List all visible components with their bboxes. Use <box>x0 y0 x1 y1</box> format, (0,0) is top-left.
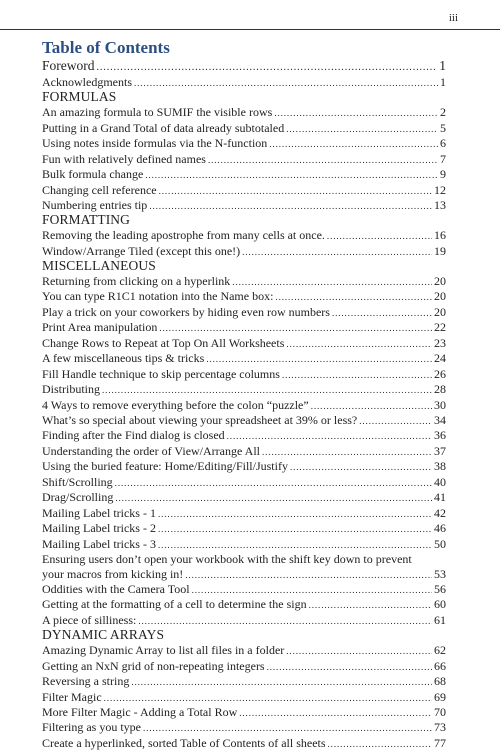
toc-entry[interactable] <box>42 105 446 120</box>
entry-page: 66 <box>434 658 446 673</box>
dot-leader <box>290 460 432 474</box>
entry-title: Using the buried feature: Home/Editing/Fill/Justify <box>42 459 288 474</box>
section-formatting <box>42 228 446 259</box>
page-number: iii <box>448 12 458 24</box>
entry-title: Mailing Label tricks - 2 <box>42 521 156 536</box>
dot-leader <box>282 368 432 382</box>
entry-title: Fill Handle technique to skip percentage columns <box>42 366 280 381</box>
entry-page: 38 <box>434 459 446 474</box>
dot-leader <box>149 199 432 213</box>
dot-leader <box>192 583 432 597</box>
section-miscellaneous <box>42 274 446 552</box>
toc-entry-foreword[interactable] <box>42 58 446 75</box>
entry-title: Getting an NxN grid of non-repeating integers <box>42 658 265 673</box>
entry-title: Getting at the formatting of a cell to determine the sign <box>42 597 307 612</box>
entry-title: your macros from kicking in! <box>42 566 184 581</box>
toc-entry[interactable] <box>42 121 446 136</box>
toc-entry[interactable] <box>42 459 446 474</box>
toc-entry[interactable] <box>42 444 446 459</box>
entry-title: A few miscellaneous tips & tricks <box>42 351 205 366</box>
toc-entry[interactable] <box>42 613 446 628</box>
entry-page: 30 <box>434 397 446 412</box>
toc-entry[interactable] <box>42 690 446 705</box>
entry-title: Change Rows to Repeat at Top On All Worksheets <box>42 335 285 350</box>
entry-page: 20 <box>434 273 446 288</box>
toc-entry[interactable] <box>42 274 446 289</box>
entry-page: 70 <box>434 704 446 719</box>
dot-leader <box>262 445 432 459</box>
dot-leader <box>206 352 432 366</box>
entry-page: 77 <box>434 735 446 750</box>
toc-entry[interactable] <box>42 537 446 552</box>
dot-leader <box>274 106 438 120</box>
entry-title: Returning from clicking on a hyperlink <box>42 273 231 288</box>
entry-page: 37 <box>434 443 446 458</box>
entry-page: 2 <box>440 105 446 120</box>
toc-entry[interactable] <box>42 336 446 351</box>
section-miscellaneous-continued <box>42 582 446 628</box>
toc-entry[interactable] <box>42 597 446 612</box>
entry-title: Play a trick on your coworkers by hiding even row numbers <box>42 304 330 319</box>
dot-leader <box>143 721 432 735</box>
entry-page: 73 <box>434 720 446 735</box>
toc-entry[interactable] <box>42 136 446 151</box>
entry-page: 5 <box>440 120 446 135</box>
entry-title: Create a hyperlinked, sorted Table of Contents of all sheets <box>42 735 326 750</box>
toc-entry[interactable] <box>42 228 446 243</box>
entry-title: Bulk formula change <box>42 167 144 182</box>
toc-entry[interactable] <box>42 198 446 213</box>
dot-leader <box>275 290 432 304</box>
entry-title: Understanding the order of View/Arrange All <box>42 443 260 458</box>
entry-page: 53 <box>434 566 446 581</box>
dot-leader <box>232 275 432 289</box>
dot-leader <box>131 675 432 689</box>
dot-leader <box>102 383 432 397</box>
entry-page: 19 <box>434 243 446 258</box>
entry-title: A piece of silliness: <box>42 612 137 627</box>
dot-leader <box>134 76 438 90</box>
entry-page: 22 <box>434 320 446 335</box>
section-heading-formulas: FORMULAS <box>42 89 117 105</box>
entry-title: Changing cell reference <box>42 182 157 197</box>
toc-entry[interactable] <box>42 289 446 304</box>
entry-title: Print Area manipulation <box>42 320 158 335</box>
header-rule <box>0 29 500 30</box>
dot-leader <box>267 660 432 674</box>
entry-page: 36 <box>434 428 446 443</box>
entry-page: 20 <box>434 304 446 319</box>
toc-entry[interactable] <box>42 382 446 397</box>
dot-leader <box>242 245 432 259</box>
toc-entry[interactable] <box>42 490 446 505</box>
dot-leader <box>158 538 432 552</box>
toc-entry[interactable] <box>42 736 446 751</box>
toc-entry[interactable] <box>42 244 446 259</box>
section-dynamic-arrays <box>42 643 446 751</box>
entry-title: Filtering as you type <box>42 720 141 735</box>
entry-title: Window/Arrange Tiled (except this one!) <box>42 243 241 258</box>
toc-entry[interactable] <box>42 720 446 735</box>
toc-entry[interactable] <box>42 428 446 443</box>
toc-entry[interactable] <box>42 521 446 536</box>
toc-entry[interactable] <box>42 398 446 413</box>
entry-title: Removing the leading apostrophe from many cells at once. <box>42 228 325 243</box>
entry-title: Amazing Dynamic Array to list all files in a folder <box>42 643 285 658</box>
entry-page: 20 <box>434 289 446 304</box>
section-formulas <box>42 105 446 213</box>
dot-leader <box>227 429 432 443</box>
toc-entry[interactable] <box>42 475 446 490</box>
entry-title: Foreword <box>42 58 95 73</box>
entry-title: Reversing a string <box>42 674 130 689</box>
entry-page: 68 <box>434 674 446 689</box>
dot-leader <box>158 507 432 521</box>
entry-page: 13 <box>434 197 446 212</box>
entry-title: Mailing Label tricks - 1 <box>42 505 156 520</box>
dot-leader <box>115 476 432 490</box>
entry-title: Shift/Scrolling <box>42 474 113 489</box>
toc-entry[interactable] <box>42 183 446 198</box>
entry-title: Fun with relatively defined names <box>42 151 206 166</box>
dot-leader <box>239 706 432 720</box>
toc-entry[interactable] <box>42 152 446 167</box>
entry-title: Distributing <box>42 382 101 397</box>
entry-page: 26 <box>434 366 446 381</box>
entry-title: Numbering entries tip <box>42 197 148 212</box>
dot-leader <box>138 614 432 628</box>
entry-page: 62 <box>434 643 446 658</box>
entry-title: An amazing formula to SUMIF the visible rows <box>42 105 273 120</box>
dot-leader <box>327 229 432 243</box>
entry-title: Filter Magic <box>42 689 102 704</box>
dot-leader <box>286 122 438 136</box>
entry-page: 23 <box>434 335 446 350</box>
dot-leader <box>269 137 438 151</box>
entry-title: More Filter Magic - Adding a Total Row <box>42 704 238 719</box>
toc-entry[interactable] <box>42 659 446 674</box>
entry-page: 1 <box>439 58 446 73</box>
dot-leader <box>159 184 432 198</box>
dot-leader <box>309 598 432 612</box>
entry-page: 12 <box>434 182 446 197</box>
entry-page: 16 <box>434 228 446 243</box>
toc-entry-wrapped-line1[interactable]: Ensuring users don’t open your workbook with the shift key down to prevent <box>42 552 412 567</box>
toc-entry[interactable] <box>42 367 446 382</box>
table-of-contents <box>42 38 446 751</box>
dot-leader <box>332 306 432 320</box>
entry-page: 28 <box>434 382 446 397</box>
dot-leader <box>145 168 438 182</box>
entry-page: 6 <box>440 136 446 151</box>
dot-leader <box>158 522 432 536</box>
dot-leader <box>286 337 432 351</box>
entry-title: Oddities with the Camera Tool <box>42 581 190 596</box>
dot-leader <box>115 491 432 505</box>
entry-page: 50 <box>434 536 446 551</box>
toc-entry[interactable] <box>42 674 446 689</box>
toc-entry[interactable] <box>42 506 446 521</box>
entry-page: 46 <box>434 521 446 536</box>
toc-entry[interactable] <box>42 413 446 428</box>
entry-title: Drag/Scrolling <box>42 490 114 505</box>
entry-title: You can type R1C1 notation into the Name box: <box>42 289 274 304</box>
entry-page: 42 <box>434 505 446 520</box>
toc-entry[interactable] <box>42 643 446 658</box>
toc-entry[interactable] <box>42 351 446 366</box>
entry-page: 56 <box>434 581 446 596</box>
entry-title: Using notes inside formulas via the N-function <box>42 136 268 151</box>
dot-leader <box>208 153 438 167</box>
toc-entry[interactable] <box>42 320 446 335</box>
toc-entry-wrapped-line2[interactable] <box>42 567 446 582</box>
entry-page: 34 <box>434 413 446 427</box>
entry-title: Finding after the Find dialog is closed <box>42 428 225 443</box>
dot-leader <box>159 321 432 335</box>
entry-title: Acknowledgments <box>42 75 132 89</box>
dot-leader <box>311 399 432 413</box>
toc-entry-acknowledgments[interactable] <box>42 75 446 90</box>
toc-title: Table of Contents <box>42 38 170 57</box>
dot-leader <box>328 737 432 751</box>
toc-entry[interactable] <box>42 705 446 720</box>
entry-title: What’s so special about viewing your spreadsheet at 39% or less? <box>42 413 358 427</box>
dot-leader <box>97 60 438 75</box>
entry-page: 69 <box>434 689 446 704</box>
entry-page: 1 <box>440 75 446 89</box>
entry-page: 24 <box>434 351 446 366</box>
dot-leader <box>286 644 432 658</box>
dot-leader <box>185 568 432 582</box>
entry-title: 4 Ways to remove everything before the colon “puzzle” <box>42 397 309 412</box>
section-heading-formatting: FORMATTING <box>42 212 131 228</box>
entry-page: 61 <box>434 612 446 627</box>
entry-page: 41 <box>434 490 446 505</box>
entry-title: Putting in a Grand Total of data already subtotaled <box>42 120 285 135</box>
dot-leader <box>359 414 432 428</box>
entry-page: 7 <box>440 151 446 166</box>
section-heading-dynamic-arrays: DYNAMIC ARRAYS <box>42 627 165 643</box>
entry-page: 60 <box>434 597 446 612</box>
dot-leader <box>104 691 432 705</box>
entry-page: 9 <box>440 167 446 182</box>
toc-entry[interactable] <box>42 305 446 320</box>
toc-entry[interactable] <box>42 582 446 597</box>
toc-entry[interactable] <box>42 167 446 182</box>
entry-title: Mailing Label tricks - 3 <box>42 536 156 551</box>
entry-page: 40 <box>434 474 446 489</box>
section-heading-miscellaneous: MISCELLANEOUS <box>42 258 156 274</box>
